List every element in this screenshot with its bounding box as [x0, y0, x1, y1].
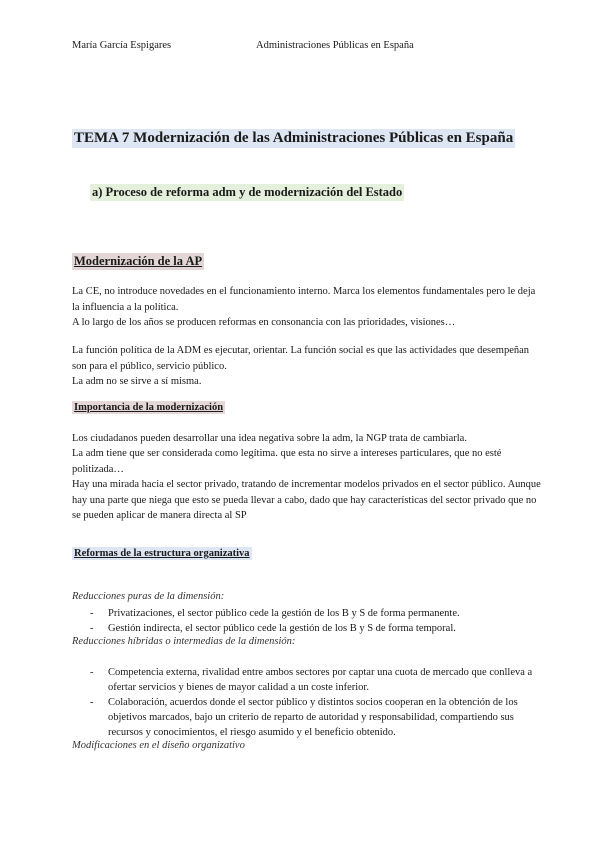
list-item-text: Gestión indirecta, el sector público cede la gestión de los B y S de forma temporal. [108, 623, 456, 634]
list-dash: - [90, 623, 94, 634]
list-dash: - [90, 697, 94, 708]
paragraph: A lo largo de los años se producen reformas en consonancia con las prioridades, visiones… [72, 317, 456, 328]
paragraph: Los ciudadanos pueden desarrollar una idea negativa sobre la adm, la NGP trata de cambiarla. [72, 433, 467, 444]
group-title: Reducciones puras de la dimensión: [72, 591, 225, 602]
list-item [90, 695, 540, 740]
list-item-text: Colaboración, acuerdos donde el sector público y distintos socios cooperan en la obtención de los objetivos marcados, bajo un criterio de reparto de autoridad y responsabilidad, compartiendo sus recursos y conocimientos, el riesgo asumido y el beneficio obtenido. [108, 697, 518, 738]
list-item-text: Privatizaciones, el sector público cede la gestión de los B y S de forma permanente. [108, 608, 460, 619]
paragraph: La CE, no introduce novedades en el funcionamiento interno. Marca los elementos fundamentales pero le deja la influencia a la política. [72, 286, 536, 313]
group-title: Reducciones híbridas o intermedias de la dimensión: [72, 636, 296, 647]
list-item [90, 665, 540, 695]
heading-importancia: Importancia de la modernización [74, 402, 224, 413]
paragraph: Hay una mirada hacia el sector privado, tratando de incrementar modelos privados en el sector público. Aunque hay una parte que niega que esto se pueda llevar a cabo, dado que hay características del sector privado que no se pueden aplicar de manera directa al SP [72, 479, 541, 521]
heading-reformas: Reformas de la estructura organizativa [74, 548, 250, 559]
list-item [90, 606, 540, 621]
paragraph: La adm tiene que ser considerada como legítima. que esta no sirve a intereses particulares, que no esté politizada… [72, 448, 502, 475]
paragraph: La función política de la ADM es ejecutar, orientar. La función social es que las actividades que desempeñan son para el público, servicio público. [72, 345, 530, 372]
list-item [90, 621, 540, 636]
header-author: María García Espigares [72, 40, 172, 51]
list-dash: - [90, 667, 94, 678]
list-item-text: Competencia externa, rivalidad entre ambos sectores por captar una cuota de mercado que conlleva a ofertar servicios y bienes de mayor calidad a un coste inferior. [108, 667, 533, 693]
header-doc-title: Administraciones Públicas en España [256, 40, 414, 51]
page-title: TEMA 7 Modernización de las Administraciones Públicas en España [74, 130, 514, 146]
section-subtitle: a) Proceso de reforma adm y de modernización del Estado [92, 185, 403, 199]
list-dash: - [90, 608, 94, 619]
group-title: Modificaciones en el diseño organizativo [72, 740, 245, 751]
paragraph: La adm no se sirve a sí misma. [72, 376, 202, 387]
heading-modernizacion: Modernización de la AP [74, 254, 203, 268]
